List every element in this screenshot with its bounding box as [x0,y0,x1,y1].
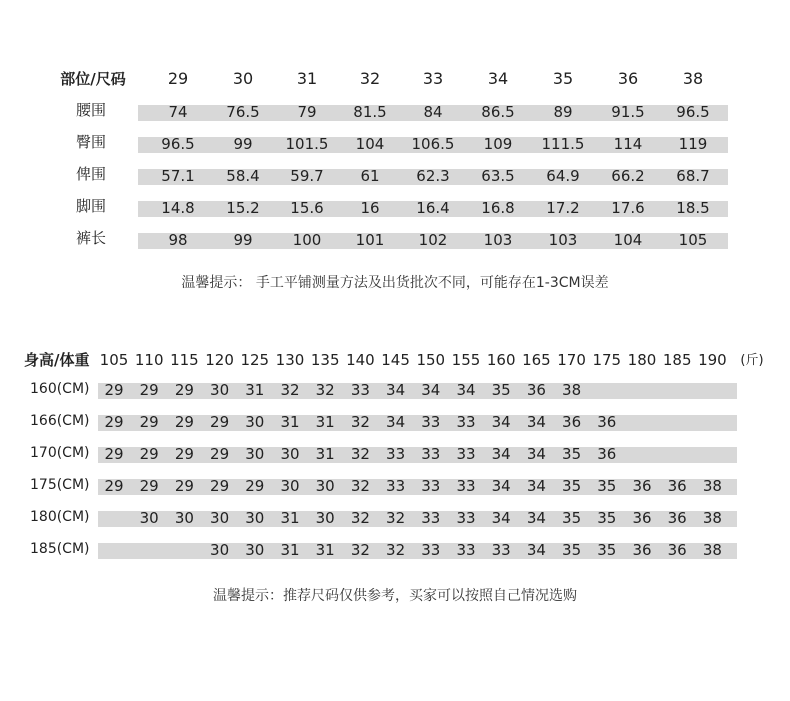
size-recommendation-cell: 29 [139,381,159,399]
size-recommendation-cell: 33 [491,541,511,559]
measurement-cell: 104 [613,231,643,249]
size-recommendation-cell: 34 [386,413,406,431]
size-recommendation-cell: 34 [491,445,511,463]
height-row-label: 160(CM) [30,381,90,397]
measurement-cell: 109 [483,135,513,153]
measurement-cell: 86.5 [481,103,515,121]
measurement-cell: 104 [355,135,385,153]
size-column-header: 33 [422,69,444,88]
measurement-cell: 98 [168,231,188,249]
size-recommendation-cell: 35 [562,445,582,463]
row-label: 俾围 [75,165,106,183]
size-recommendation-cell: 33 [456,541,476,559]
size-recommendation-cell: 34 [526,413,546,431]
size-header-label: 部位/尺码 [60,70,126,88]
size-recommendation-cell: 32 [350,477,370,495]
size-recommendation-cell: 30 [245,509,265,527]
weight-column-header: 115 [170,351,199,369]
size-recommendation-cell: 34 [456,381,476,399]
size-recommendation-cell: 33 [421,541,441,559]
measurement-cell: 18.5 [676,199,710,217]
size-recommendation-cell: 36 [562,413,582,431]
measurement-cell: 81.5 [353,103,387,121]
measurement-cell: 62.3 [416,167,450,185]
size-recommendation-cell: 34 [421,381,441,399]
measurement-cell: 15.6 [290,199,324,217]
size-recommendation-cell: 30 [174,509,194,527]
size-recommendation-cell: 29 [174,381,194,399]
size-recommendation-cell: 30 [210,509,230,527]
size-recommendation-cell: 35 [491,381,511,399]
measurement-cell: 68.7 [676,167,710,185]
size-recommendation-cell: 32 [386,541,406,559]
size-recommendation-cell: 38 [702,477,722,495]
size-column-header: 31 [296,69,318,88]
height-row-label: 185(CM) [30,541,90,557]
size-recommendation-cell: 29 [210,413,230,431]
weight-column-header: 170 [557,351,586,369]
measurement-cell: 74 [168,103,188,121]
size-recommendation-cell: 29 [104,381,124,399]
measurement-cell: 64.9 [546,167,580,185]
measurement-cell: 99 [233,135,253,153]
measurement-cell: 79 [297,103,317,121]
size-recommendation-cell: 32 [386,509,406,527]
size-recommendation-cell: 33 [456,477,476,495]
size-recommendation-cell: 34 [526,509,546,527]
size-recommendation-cell: 32 [315,381,335,399]
size-recommendation-cell: 29 [174,445,194,463]
size-column-header: 36 [617,69,639,88]
size-recommendation-cell: 33 [421,509,441,527]
size-recommendation-cell: 36 [632,509,652,527]
size-recommendation-cell: 29 [139,445,159,463]
size-recommendation-cell: 33 [386,445,406,463]
size-recommendation-cell: 33 [421,477,441,495]
size-recommendation-cell: 34 [526,541,546,559]
measurement-cell: 114 [613,135,643,153]
size-recommendation-cell: 36 [632,477,652,495]
height-row-label: 180(CM) [30,509,90,525]
size-column-header: 32 [359,69,381,88]
size-recommendation-cell: 29 [174,413,194,431]
measurement-cell: 106.5 [411,135,455,153]
size-recommendation-cell: 32 [350,509,370,527]
measurement-cell: 15.2 [226,199,260,217]
measurement-cell: 103 [548,231,578,249]
measurement-cell: 16.8 [481,199,515,217]
size-recommendation-cell: 30 [245,541,265,559]
size-column-header: 30 [232,69,254,88]
size-recommendation-cell: 29 [210,445,230,463]
size-recommendation-cell: 34 [526,445,546,463]
size-recommendation-cell: 29 [139,413,159,431]
row-label: 裤长 [75,229,106,247]
size-recommendation-cell: 31 [315,445,335,463]
weight-column-header: 145 [381,351,410,369]
height-row-label: 170(CM) [30,445,90,461]
size-recommendation-cell: 30 [139,509,159,527]
size-recommendation-cell: 31 [315,413,335,431]
size-recommendation-cell: 38 [702,541,722,559]
size-recommendation-cell: 36 [526,381,546,399]
size-recommendation-cell: 33 [456,509,476,527]
size-recommendation-cell: 29 [174,477,194,495]
measurement-cell: 96.5 [161,135,195,153]
measurement-cell: 101 [355,231,385,249]
weight-column-header: 135 [310,351,340,369]
weight-column-header: 150 [416,351,446,369]
measurement-cell: 14.8 [161,199,195,217]
weight-column-header: 185 [662,351,692,369]
weight-column-header: 120 [205,351,234,369]
size-recommendation-cell: 32 [350,413,370,431]
weight-column-header: 180 [627,351,657,369]
size-recommendation-cell: 30 [210,541,230,559]
measurement-cell: 63.5 [481,167,515,185]
weight-column-header: 110 [134,351,164,369]
size-recommendation-cell: 29 [104,445,124,463]
row-label: 脚围 [75,197,106,215]
size-recommendation-cell: 29 [245,477,265,495]
size-column-header: 38 [682,69,704,88]
size-recommendation-cell: 35 [597,477,617,495]
measurement-cell: 16.4 [416,199,450,217]
size-recommendation-cell: 30 [245,445,265,463]
size-recommendation-cell: 33 [456,413,476,431]
size-recommendation-cell: 36 [667,509,687,527]
size-recommendation-cell: 30 [315,509,335,527]
size-recommendation-cell: 34 [491,509,511,527]
size-recommendation-cell: 34 [491,413,511,431]
measurement-cell: 59.7 [290,167,324,185]
size-recommendation-cell: 36 [597,445,617,463]
size-recommendation-cell: 32 [350,445,370,463]
size-recommendation-cell: 31 [280,509,300,527]
size-recommendation-cell: 34 [386,381,406,399]
size-recommendation-cell: 31 [280,413,300,431]
measurement-cell: 58.4 [226,167,260,185]
size-recommendation-cell: 35 [562,477,582,495]
size-recommendation-cell: 32 [280,381,300,399]
measurement-cell: 119 [678,135,708,153]
measurement-cell: 66.2 [611,167,645,185]
row-label: 臀围 [75,133,106,151]
size-recommendation-cell: 33 [350,381,370,399]
size-recommendation-cell: 34 [526,477,546,495]
size-recommendation-cell: 30 [210,381,230,399]
size-recommendation-cell: 30 [245,413,265,431]
height-row-label: 175(CM) [30,477,90,493]
measurement-cell: 101.5 [285,135,329,153]
weight-column-header: 165 [522,351,551,369]
size-recommendation-cell: 31 [315,541,335,559]
size-recommendation-cell: 29 [104,477,124,495]
weight-column-header: 190 [698,351,727,369]
measurement-cell: 76.5 [226,103,260,121]
size-column-header: 34 [487,69,509,88]
weight-column-header: 140 [346,351,375,369]
measurement-cell: 89 [553,103,573,121]
measurement-cell: 84 [423,103,443,121]
size-recommendation-cell: 29 [104,413,124,431]
size-recommendation-cell: 31 [245,381,265,399]
size-recommendation-cell: 33 [386,477,406,495]
weight-column-header: 105 [99,351,129,369]
weight-column-header: 175 [592,351,622,369]
size-recommendation-cell: 30 [280,477,300,495]
weight-column-header: 155 [451,351,481,369]
size-column-header: 35 [552,69,574,88]
size-recommendation-cell: 36 [667,477,687,495]
measurement-cell: 17.2 [546,199,580,217]
measurement-cell: 100 [292,231,322,249]
size-recommendation-cell: 35 [562,541,582,559]
row-label: 腰围 [75,101,106,119]
measurement-cell: 57.1 [161,167,195,185]
size-recommendation-cell: 29 [139,477,159,495]
measurement-cell: 91.5 [611,103,645,121]
size-recommendation-cell: 33 [456,445,476,463]
size-recommendation-cell: 30 [280,445,300,463]
weight-unit: (斤) [740,353,764,368]
size-recommendation-cell: 35 [562,509,582,527]
measurement-note: 温馨提示： 手工平铺测量方法及出货批次不同，可能存在1-3CM误差 [181,275,609,291]
size-recommendation-cell: 29 [210,477,230,495]
size-recommendation-cell: 35 [597,541,617,559]
size-recommendation-cell: 35 [597,509,617,527]
size-recommendation-cell: 38 [702,509,722,527]
weight-column-header: 125 [240,351,270,369]
size-column-header: 29 [167,69,189,88]
size-recommendation-cell: 36 [632,541,652,559]
weight-column-header: 130 [275,351,305,369]
height-weight-header-label: 身高/体重 [24,351,90,369]
measurement-cell: 99 [233,231,253,249]
size-recommendation-cell: 38 [562,381,582,399]
size-recommendation-cell: 30 [315,477,335,495]
measurement-cell: 105 [678,231,708,249]
measurement-cell: 16 [360,199,380,217]
weight-column-header: 160 [486,351,516,369]
size-recommendation-cell: 33 [421,413,441,431]
measurement-cell: 103 [483,231,513,249]
size-recommendation-cell: 33 [421,445,441,463]
size-recommendation-cell: 36 [667,541,687,559]
size-recommendation-cell: 36 [597,413,617,431]
measurement-cell: 111.5 [541,135,585,153]
recommendation-note: 温馨提示：推荐尺码仅供参考，买家可以按照自己情况选购 [213,588,577,604]
measurement-cell: 61 [360,167,380,185]
measurement-cell: 17.6 [611,199,645,217]
measurement-cell: 96.5 [676,103,710,121]
size-recommendation-cell: 31 [280,541,300,559]
height-row-label: 166(CM) [30,413,90,429]
size-recommendation-cell: 32 [350,541,370,559]
measurement-cell: 102 [418,231,448,249]
size-recommendation-cell: 34 [491,477,511,495]
